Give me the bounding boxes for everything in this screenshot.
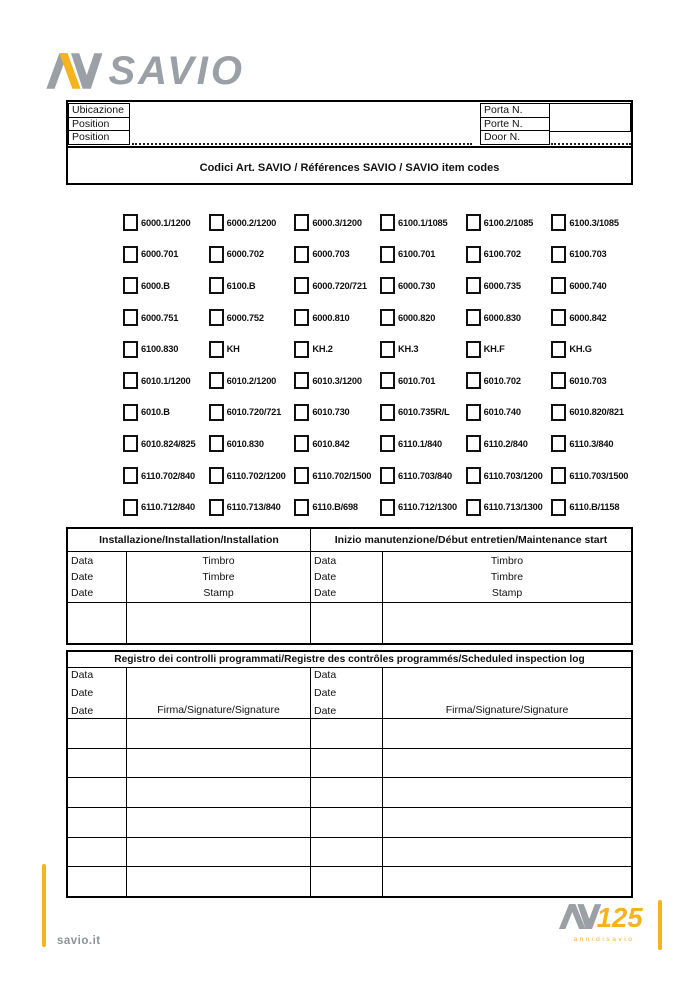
inspection-empty-row (68, 777, 631, 807)
item-code-checkbox[interactable] (466, 246, 481, 263)
av-mark-icon (45, 46, 102, 96)
empty-cell (127, 808, 311, 837)
item-code (123, 309, 209, 326)
item-code (466, 372, 552, 389)
inspection-empty-row (68, 837, 631, 867)
empty-cell (68, 749, 127, 778)
empty-cell (127, 749, 311, 778)
item-code (551, 372, 637, 389)
item-code-label: 6000.810 (312, 312, 350, 323)
item-code-label: 6110.702/1500 (312, 470, 372, 481)
item-code (123, 435, 209, 452)
item-code-label: 6010.1/1200 (141, 375, 191, 386)
item-code (294, 341, 380, 358)
empty-cell (383, 719, 631, 748)
item-code (123, 467, 209, 484)
item-code (294, 214, 380, 231)
item-code-label: 6010.820/821 (569, 407, 624, 418)
empty-cell (383, 749, 631, 778)
item-code-checkbox[interactable] (551, 214, 566, 231)
item-code-checkbox[interactable] (551, 499, 566, 516)
item-code-label: 6110.702/1200 (226, 470, 286, 481)
item-code (466, 246, 552, 263)
item-code (209, 435, 295, 452)
item-code-label: 6110.713/1300 (483, 502, 543, 513)
item-code-checkbox[interactable] (380, 309, 395, 326)
door-labels (480, 103, 550, 145)
item-code (294, 435, 380, 452)
date-label: Date (314, 705, 337, 717)
item-code-label: 6000.3/1200 (312, 217, 362, 228)
signature-label: Firma/Signature/Signature (445, 704, 569, 716)
item-code-label: 6000.702 (226, 249, 264, 260)
inspection-header-row (68, 652, 631, 667)
item-code-label: 6110.B/698 (312, 502, 358, 513)
item-code-checkbox[interactable] (551, 404, 566, 421)
door-label: Porta N. (480, 103, 550, 118)
item-code (294, 467, 380, 484)
empty-cell (311, 749, 383, 778)
svg-text:125: 125 (596, 903, 643, 931)
item-code (466, 435, 552, 452)
av125-icon (558, 903, 650, 931)
item-code (209, 499, 295, 516)
empty-cell (383, 867, 631, 896)
item-code-checkbox[interactable] (380, 277, 395, 294)
item-code (209, 341, 295, 358)
item-code-label: 6110.703/1500 (569, 470, 629, 481)
item-code-label: 6000.701 (141, 249, 179, 260)
item-code-label: KH.3 (397, 344, 419, 355)
item-code-label: 6000.735 (483, 280, 521, 291)
item-code (294, 499, 380, 516)
door-number-box (549, 103, 631, 132)
empty-cell (127, 603, 311, 643)
empty-cell (311, 808, 383, 837)
item-code-label: 6110.3/840 (569, 438, 614, 449)
codes-section-title: Codici Art. SAVIO / Références SAVIO / SAVIO item codes (199, 162, 500, 174)
item-code (380, 277, 466, 294)
item-code-label: 6000.751 (141, 312, 179, 323)
anniversary-text: annidisavio (573, 936, 635, 943)
item-code-checkbox[interactable] (380, 499, 395, 516)
item-code-checkbox[interactable] (551, 341, 566, 358)
item-code (380, 309, 466, 326)
item-code-checkbox[interactable] (551, 467, 566, 484)
item-code-label: 6100.830 (141, 344, 179, 355)
empty-cell (311, 838, 383, 867)
item-code (380, 435, 466, 452)
inspection-empty-row (68, 807, 631, 837)
door-label: Porte N. (480, 117, 550, 132)
item-code-checkbox[interactable] (380, 246, 395, 263)
item-code-checkbox[interactable] (123, 341, 138, 358)
empty-cell (383, 838, 631, 867)
empty-cell (311, 603, 383, 643)
empty-cell (311, 778, 383, 807)
item-code-checkbox[interactable] (209, 277, 224, 294)
item-code (551, 435, 637, 452)
item-code (466, 277, 552, 294)
item-code (123, 341, 209, 358)
date-label: Date (71, 705, 94, 717)
empty-cell (127, 867, 311, 896)
item-code-checkbox[interactable] (294, 467, 309, 484)
installation-header-row (68, 529, 631, 551)
date-label: Date (314, 587, 337, 599)
item-code-label: 6000.1/1200 (141, 217, 191, 228)
item-code-checkbox[interactable] (466, 372, 481, 389)
item-code (466, 309, 552, 326)
item-code (123, 372, 209, 389)
item-code-label: 6100.1/1085 (397, 217, 448, 228)
item-code (551, 309, 637, 326)
item-code (551, 277, 637, 294)
empty-cell (383, 808, 631, 837)
signature-label: Firma/Signature/Signature (157, 704, 280, 716)
item-code-label: 6000.703 (312, 249, 350, 260)
item-code-checkbox[interactable] (551, 372, 566, 389)
empty-cell (383, 603, 631, 643)
item-code-label: 6100.B (226, 280, 256, 291)
anniversary-logo (556, 903, 652, 943)
date-label-cell (311, 668, 383, 718)
item-code (294, 277, 380, 294)
item-code-label: 6110.702/840 (141, 470, 195, 481)
item-code (123, 246, 209, 263)
item-code (123, 404, 209, 421)
codes-grid (123, 207, 637, 523)
item-code-checkbox[interactable] (294, 499, 309, 516)
item-code (209, 467, 295, 484)
item-code-label: KH.G (569, 344, 592, 355)
item-code-checkbox[interactable] (380, 372, 395, 389)
inspection-empty-row (68, 718, 631, 748)
date-label: Data (314, 669, 337, 681)
item-code-checkbox[interactable] (380, 214, 395, 231)
item-code-checkbox[interactable] (466, 404, 481, 421)
date-label: Date (314, 687, 337, 699)
signature-label-cell (383, 668, 631, 718)
item-code (466, 499, 552, 516)
item-code (209, 309, 295, 326)
item-code-label: 6010.3/1200 (312, 375, 362, 386)
item-code-checkbox[interactable] (123, 372, 138, 389)
item-code-checkbox[interactable] (123, 277, 138, 294)
item-code-label: 6000.830 (483, 312, 521, 323)
item-code-checkbox[interactable] (294, 309, 309, 326)
item-code-checkbox[interactable] (294, 214, 309, 231)
empty-cell (127, 778, 311, 807)
inspection-empty-row (68, 748, 631, 778)
stamp-label-cell (127, 552, 311, 602)
item-code-checkbox[interactable] (466, 341, 481, 358)
item-code (380, 404, 466, 421)
item-code-checkbox[interactable] (551, 435, 566, 452)
item-code-checkbox[interactable] (466, 214, 481, 231)
stamp-label: Timbre (202, 571, 235, 583)
item-code-label: 6010.842 (312, 438, 350, 449)
item-code (380, 499, 466, 516)
item-code-label: 6010.701 (397, 375, 436, 386)
item-code-checkbox[interactable] (123, 404, 138, 421)
location-label: Ubicazione (68, 103, 130, 118)
empty-cell (68, 719, 127, 748)
empty-cell (68, 808, 127, 837)
item-code (551, 341, 637, 358)
empty-cell (311, 719, 383, 748)
item-code-label: KH.2 (312, 344, 333, 355)
item-code-label: 6000.730 (397, 280, 436, 291)
item-code (551, 404, 637, 421)
item-code-label: KH (226, 344, 240, 355)
item-code (380, 467, 466, 484)
stamp-label: Stamp (203, 587, 234, 599)
item-code-checkbox[interactable] (294, 372, 309, 389)
location-labels (68, 103, 130, 145)
stamp-label: Timbre (490, 571, 524, 583)
item-code-label: 6110.B/1158 (569, 502, 620, 513)
item-code-label: 6000.820 (397, 312, 436, 323)
stamp-label: Timbro (202, 555, 235, 567)
signature-label-cell (127, 668, 311, 718)
item-code-checkbox[interactable] (209, 499, 224, 516)
item-code-label: 6010.730 (312, 407, 350, 418)
footer-accent-bar-left (42, 864, 46, 947)
date-label: Date (71, 587, 94, 599)
item-code-label: 6010.824/825 (141, 438, 196, 449)
item-code-label: 6010.B (141, 407, 170, 418)
item-code-checkbox[interactable] (209, 246, 224, 263)
item-code (294, 372, 380, 389)
location-fill-line (132, 130, 472, 145)
item-code-checkbox[interactable] (380, 341, 395, 358)
item-code-label: 6000.740 (569, 280, 607, 291)
item-code (551, 246, 637, 263)
item-code-label: 6110.712/840 (141, 502, 195, 513)
empty-cell (68, 778, 127, 807)
item-code-label: 6010.740 (483, 407, 521, 418)
item-code-checkbox[interactable] (466, 499, 481, 516)
item-code (294, 309, 380, 326)
savio-logo (45, 46, 245, 96)
item-code (123, 499, 209, 516)
item-code-label: 6110.703/1200 (483, 470, 543, 481)
item-code (209, 214, 295, 231)
item-code-checkbox[interactable] (209, 214, 224, 231)
item-code (209, 277, 295, 294)
installation-label-row (68, 551, 631, 602)
item-code (209, 246, 295, 263)
door-fill-line (551, 130, 631, 145)
logo-text: SAVIO (108, 49, 245, 93)
item-code-label: 6110.713/840 (226, 502, 281, 513)
date-label: Data (314, 555, 337, 567)
item-code (294, 404, 380, 421)
item-code-checkbox[interactable] (123, 214, 138, 231)
item-code-checkbox[interactable] (466, 277, 481, 294)
item-code-checkbox[interactable] (123, 467, 138, 484)
item-code (209, 372, 295, 389)
item-code-checkbox[interactable] (123, 309, 138, 326)
item-code-checkbox[interactable] (294, 404, 309, 421)
empty-cell (127, 719, 311, 748)
date-label-cell (311, 552, 383, 602)
item-code-checkbox[interactable] (380, 404, 395, 421)
item-code-label: 6110.712/1300 (397, 502, 457, 513)
installation-header: Installazione/Installation/Installation (68, 529, 311, 551)
item-code-label: 6010.720/721 (226, 407, 282, 418)
location-label: Position (68, 130, 130, 145)
item-code-checkbox[interactable] (466, 467, 481, 484)
item-code-label: 6010.702 (483, 375, 521, 386)
item-code (380, 341, 466, 358)
item-code-label: 6100.701 (397, 249, 436, 260)
item-code-checkbox[interactable] (209, 404, 224, 421)
empty-cell (127, 838, 311, 867)
empty-cell (68, 838, 127, 867)
inspection-header: Registro dei controlli programmati/Registre des contrôles programmés/Scheduled inspection log (114, 654, 585, 665)
date-label: Date (71, 571, 94, 583)
location-label: Position (68, 117, 130, 132)
empty-cell (68, 603, 127, 643)
item-code (466, 341, 552, 358)
item-code-checkbox[interactable] (551, 309, 566, 326)
item-code-label: 6100.2/1085 (483, 217, 534, 228)
item-code (466, 467, 552, 484)
stamp-label: Stamp (491, 587, 523, 599)
item-code-checkbox[interactable] (466, 435, 481, 452)
item-code-label: 6100.3/1085 (569, 217, 619, 228)
item-code-checkbox[interactable] (380, 467, 395, 484)
installation-table (66, 527, 633, 645)
empty-cell (311, 867, 383, 896)
item-code (294, 246, 380, 263)
divider (68, 146, 631, 148)
item-code-label: 6000.752 (226, 312, 264, 323)
item-code-label: 6100.703 (569, 249, 607, 260)
empty-cell (68, 867, 127, 896)
inspection-empty-rows (68, 718, 631, 896)
date-label: Data (71, 555, 94, 567)
item-code-checkbox[interactable] (123, 499, 138, 516)
item-code-label: 6010.830 (226, 438, 264, 449)
item-code-checkbox[interactable] (551, 277, 566, 294)
item-code-checkbox[interactable] (209, 435, 224, 452)
item-code-checkbox[interactable] (123, 435, 138, 452)
item-code-checkbox[interactable] (209, 467, 224, 484)
date-label: Data (71, 669, 94, 681)
footer-website: savio.it (57, 935, 101, 947)
item-code-label: 6000.720/721 (312, 280, 367, 291)
item-code-label: 6110.703/840 (397, 470, 452, 481)
empty-cell (383, 778, 631, 807)
inspection-label-row (68, 667, 631, 718)
item-code-label: 6010.2/1200 (226, 375, 277, 386)
item-code-checkbox[interactable] (294, 341, 309, 358)
item-code (551, 467, 637, 484)
item-code (466, 214, 552, 231)
item-code-label: 6100.702 (483, 249, 521, 260)
item-code-checkbox[interactable] (209, 372, 224, 389)
item-code-label: KH.F (483, 344, 505, 355)
item-code (123, 214, 209, 231)
item-code-label: 6110.1/840 (397, 438, 443, 449)
item-code-checkbox[interactable] (294, 435, 309, 452)
inspection-empty-row (68, 866, 631, 896)
item-code-checkbox[interactable] (380, 435, 395, 452)
item-code-checkbox[interactable] (466, 309, 481, 326)
item-code (209, 404, 295, 421)
inspection-table (66, 650, 633, 898)
date-label: Date (314, 571, 337, 583)
stamp-label: Timbro (490, 555, 524, 567)
date-label: Date (71, 687, 94, 699)
item-code (551, 214, 637, 231)
item-code-checkbox[interactable] (123, 246, 138, 263)
item-code-label: 6000.2/1200 (226, 217, 277, 228)
item-code-label: 6000.B (141, 280, 170, 291)
date-label-cell (68, 668, 127, 718)
item-code-checkbox[interactable] (209, 341, 224, 358)
installation-empty-row (68, 602, 631, 643)
item-code (466, 404, 552, 421)
location-table (66, 100, 633, 185)
item-code (123, 277, 209, 294)
item-code (551, 499, 637, 516)
item-code-label: 6010.735R/L (397, 407, 450, 418)
item-code-checkbox[interactable] (551, 246, 566, 263)
stamp-label-cell (383, 552, 631, 602)
maintenance-start-header: Inizio manutenzione/Début entretien/Maintenance start (334, 534, 608, 546)
item-code-checkbox[interactable] (294, 277, 309, 294)
item-code-label: 6000.842 (569, 312, 607, 323)
item-code-label: 6010.703 (569, 375, 607, 386)
item-code (380, 372, 466, 389)
footer-accent-bar-right (658, 900, 662, 950)
item-code (380, 214, 466, 231)
item-code-checkbox[interactable] (209, 309, 224, 326)
door-label: Door N. (480, 130, 550, 145)
date-label-cell (68, 552, 127, 602)
item-code-checkbox[interactable] (294, 246, 309, 263)
item-code-label: 6110.2/840 (483, 438, 528, 449)
item-code (380, 246, 466, 263)
